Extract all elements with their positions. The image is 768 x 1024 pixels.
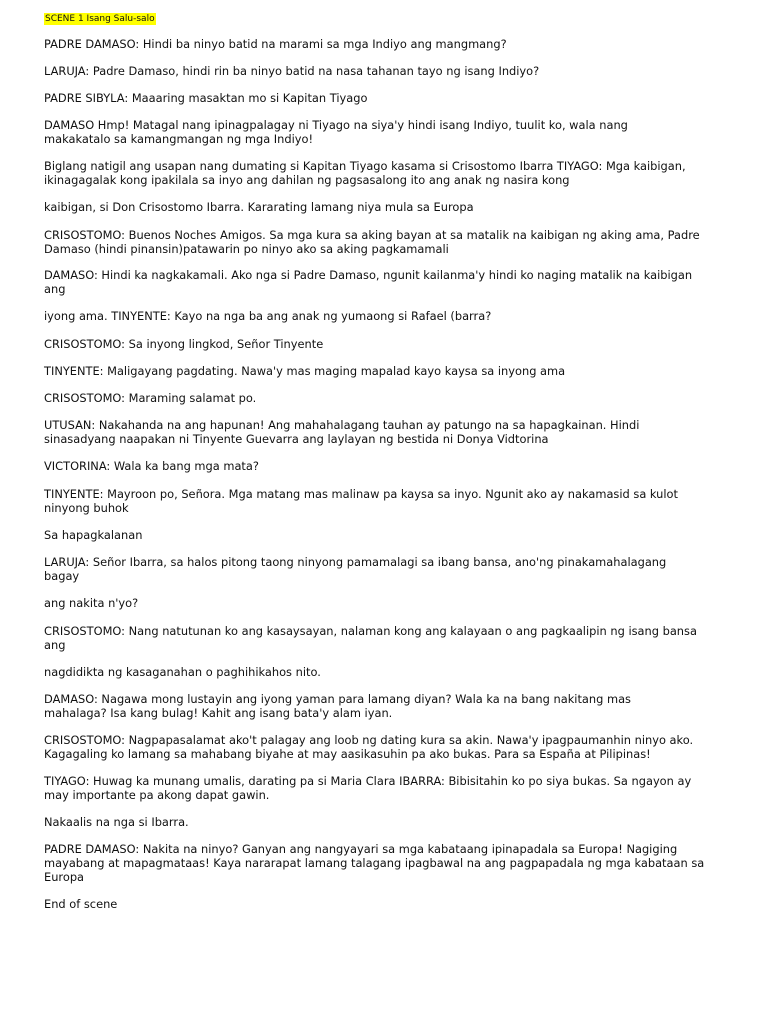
paragraph-line: may importante pa akong dapat gawin. <box>44 788 270 802</box>
paragraph-line: UTUSAN: Nakahanda na ang hapunan! Ang mahahalagang tauhan ay patungo na sa hapagkainan. Hindi <box>44 418 640 432</box>
paragraph-line: LARUJA: Señor Ibarra, sa halos pitong taong ninyong pamamalagi sa ibang bansa, ano'ng pinakamahalagang <box>44 555 667 569</box>
dialogue-paragraph <box>44 364 734 378</box>
paragraph-line: PADRE DAMASO: Nakita na ninyo? Ganyan ang nangyayari sa mga kabataang ipinapadala sa Europa! Nagiging <box>44 842 678 856</box>
dialogue-paragraph <box>44 596 734 610</box>
paragraph-line: Kagagaling ko lamang sa mahabang biyahe at may aasikasuhin pa ako bukas. Para sa España at Pilipinas! <box>44 747 651 761</box>
dialogue-paragraph <box>44 337 734 351</box>
scene-heading: SCENE 1 Isang Salu-salo <box>45 14 155 24</box>
paragraph-line: PADRE SIBYLA: Maaaring masaktan mo si Kapitan Tiyago <box>44 91 368 105</box>
paragraph-line: kaibigan, si Don Crisostomo Ibarra. Kararating lamang niya mula sa Europa <box>44 200 474 214</box>
dialogue-paragraph <box>44 268 734 296</box>
dialogue-paragraph <box>44 309 734 323</box>
dialogue-paragraph <box>44 815 734 829</box>
dialogue-paragraph <box>44 528 734 542</box>
paragraph-line: nagdidikta ng kasaganahan o paghihikahos nito. <box>44 665 321 679</box>
paragraph-line: ang <box>44 282 66 296</box>
paragraph-line: Biglang natigil ang usapan nang dumating si Kapitan Tiyago kasama si Crisostomo Ibarra TIYAGO: Mga kaibigan, <box>44 159 686 173</box>
dialogue-paragraph <box>44 624 734 652</box>
dialogue-paragraph <box>44 842 734 884</box>
paragraph-line: mahalaga? Isa kang bulag! Kahit ang isang bata'y alam iyan. <box>44 706 393 720</box>
paragraph-line: ang <box>44 638 66 652</box>
paragraph-line: PADRE DAMASO: Hindi ba ninyo batid na marami sa mga Indiyo ang mangmang? <box>44 37 507 51</box>
dialogue-paragraph <box>44 37 734 51</box>
paragraph-line: CRISOSTOMO: Nagpapasalamat ako't palagay ang loob ng dating kura sa akin. Nawa'y ipagpaumanhin ninyo ako. <box>44 733 694 747</box>
paragraph-line: ikinagagalak kong ipakilala sa inyo ang dahilan ng pagsasalong ito ang anak ng nasira kong <box>44 173 570 187</box>
paragraph-line: bagay <box>44 569 80 583</box>
paragraph-line: TIYAGO: Huwag ka munang umalis, darating pa si Maria Clara IBARRA: Bibisitahin ko po siya bukas. Sa ngayon ay <box>44 774 692 788</box>
dialogue-paragraph <box>44 459 734 473</box>
paragraph-line: sinasadyang naapakan ni Tinyente Guevarra ang laylayan ng bestida ni Donya Vidtorina <box>44 432 549 446</box>
dialogue-paragraph <box>44 391 734 405</box>
paragraph-line: CRISOSTOMO: Maraming salamat po. <box>44 391 257 405</box>
dialogue-paragraph <box>44 91 734 105</box>
paragraph-line: VICTORINA: Wala ka bang mga mata? <box>44 459 259 473</box>
dialogue-paragraph <box>44 774 734 802</box>
dialogue-paragraph <box>44 418 734 446</box>
paragraph-line: CRISOSTOMO: Nang natutunan ko ang kasaysayan, nalaman kong ang kalayaan o ang pagkaalipin ng isang bansa <box>44 624 697 638</box>
dialogue-paragraph <box>44 487 734 515</box>
paragraph-line: ninyong buhok <box>44 501 129 515</box>
paragraph-line: DAMASO: Nagawa mong lustayin ang iyong yaman para lamang diyan? Wala ka na bang nakitang mas <box>44 692 631 706</box>
paragraph-line: TINYENTE: Maligayang pagdating. Nawa'y mas maging mapalad kayo kaysa sa inyong ama <box>44 364 566 378</box>
paragraph-line: Damaso (hindi pinansin)patawarin po ninyo ako sa aking pagkamamali <box>44 242 449 256</box>
dialogue-paragraph <box>44 692 734 720</box>
paragraph-line: iyong ama. TINYENTE: Kayo na nga ba ang anak ng yumaong si Rafael (barra? <box>44 309 492 323</box>
dialogue-paragraph <box>44 64 734 78</box>
dialogue-paragraph <box>44 118 734 146</box>
paragraph-line: End of scene <box>44 897 118 911</box>
paragraph-line: DAMASO Hmp! Matagal nang ipinagpalagay ni Tiyago na siya'y hindi isang Indiyo, tuulit ko, wala nang <box>44 118 628 132</box>
paragraph-line: mayabang at mapagmataas! Kaya nararapat lamang talagang ipagbawal na ang pagpapadala ng mga kabataan sa <box>44 856 705 870</box>
paragraph-line: CRISOSTOMO: Sa inyong lingkod, Señor Tinyente <box>44 337 324 351</box>
paragraph-line: LARUJA: Padre Damaso, hindi rin ba ninyo batid na nasa tahanan tayo ng isang Indiyo? <box>44 64 540 78</box>
dialogue-paragraph <box>44 733 734 761</box>
dialogue-paragraph <box>44 897 734 911</box>
dialogue-paragraph <box>44 228 734 256</box>
paragraph-line: ang nakita n'yo? <box>44 596 139 610</box>
paragraph-line: makakatalo sa kamangmangan ng mga Indiyo! <box>44 132 314 146</box>
paragraph-line: TINYENTE: Mayroon po, Señora. Mga matang mas malinaw pa kaysa sa inyo. Ngunit ako ay nakamasid sa kulot <box>44 487 678 501</box>
paragraph-line: Sa hapagkalanan <box>44 528 143 542</box>
dialogue-paragraph <box>44 159 734 187</box>
paragraph-line: Europa <box>44 870 85 884</box>
paragraph-line: Nakaalis na nga si Ibarra. <box>44 815 189 829</box>
dialogue-paragraph <box>44 200 734 214</box>
paragraph-line: CRISOSTOMO: Buenos Noches Amigos. Sa mga kura sa aking bayan at sa matalik na kaibigan ng aking ama, Padre <box>44 228 700 242</box>
dialogue-paragraph <box>44 665 734 679</box>
dialogue-paragraph <box>44 555 734 583</box>
paragraph-line: DAMASO: Hindi ka nagkakamali. Ako nga si Padre Damaso, ngunit kailanma'y hindi ko naging matalik na kaibigan <box>44 268 693 282</box>
